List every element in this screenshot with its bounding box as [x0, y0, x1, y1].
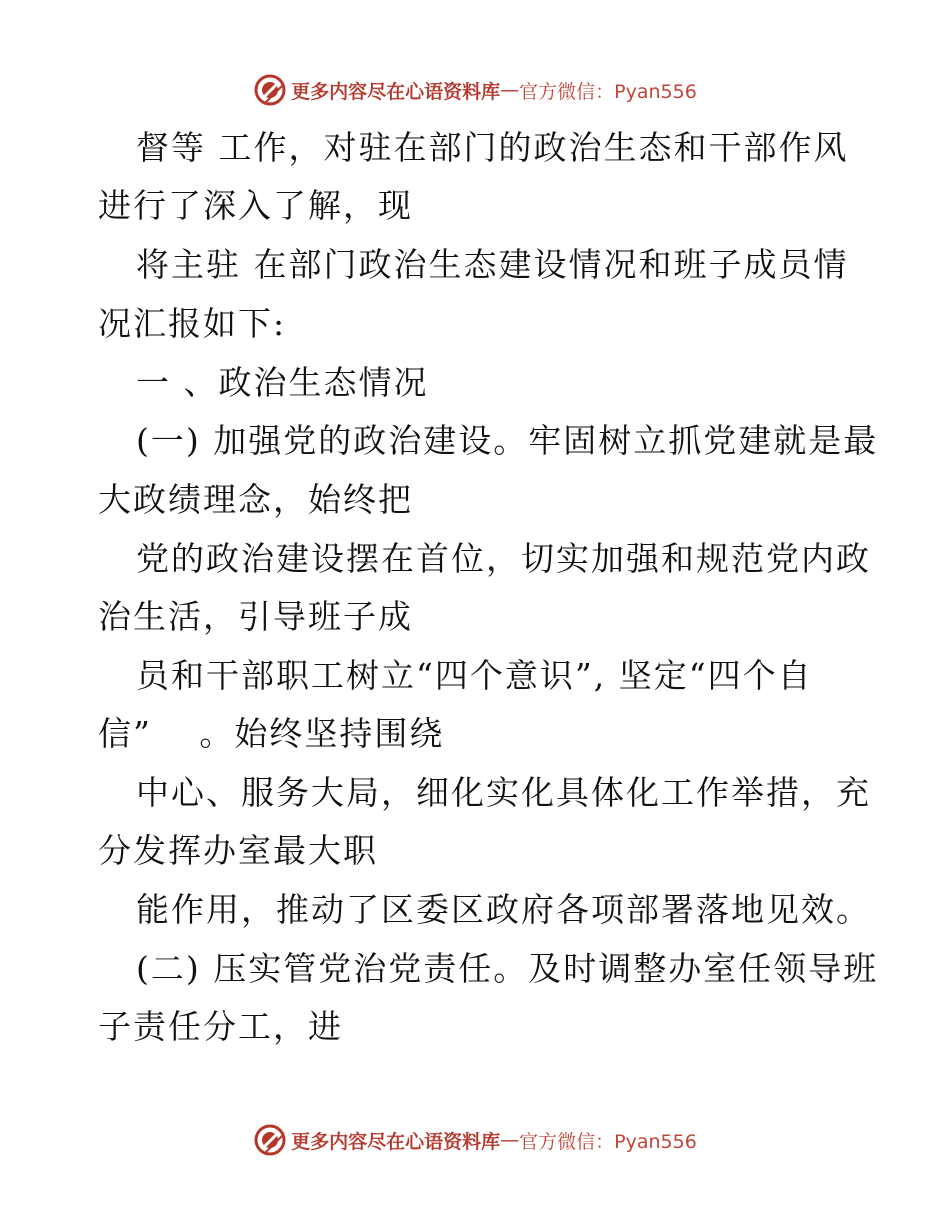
text-line: (一) 加强党的政治建设。牢固树立抓党建就是最 [136, 421, 879, 460]
banner-separator: — [500, 1129, 520, 1151]
banner-separator: — [500, 79, 520, 101]
text-line: 党的政治建设摆在首位，切实加强和规范党内政 [136, 539, 871, 578]
brand-logo-icon [253, 73, 287, 107]
text-line: 大政绩理念，始终把 [98, 480, 413, 519]
banner-wechat: 官方微信：Pyan556 [519, 1130, 697, 1153]
text-line: 员和干部职工树立“四个意识”, 坚定“四个自 [136, 656, 813, 695]
banner-text: 更多内容尽在心语资料库 [291, 80, 501, 103]
text-line: 信” 。始终坚持围绕 [98, 714, 445, 753]
footer-banner [0, 1120, 950, 1160]
section-heading: 一 、政治生态情况 [136, 363, 429, 402]
text-line: 将主驻 在部门政治生态建设情况和班子成员情 [136, 245, 849, 284]
text-line: 治生活，引导班子成 [98, 597, 413, 636]
header-banner [0, 70, 950, 110]
text-line: 况汇报如下: [98, 304, 287, 343]
text-line: (二) 压实管党治党责任。及时调整办室任领导班 [136, 949, 879, 988]
text-line: 分发挥办室最大职 [98, 831, 378, 870]
text-line: 子责任分工，进 [98, 1007, 343, 1046]
text-line: 中心、服务大局，细化实化具体化工作举措，充 [136, 773, 871, 812]
brand-logo-icon [253, 1123, 287, 1157]
banner-text: 更多内容尽在心语资料库 [291, 1130, 501, 1153]
text-line: 进行了深入了解，现 [98, 186, 413, 225]
text-line: 督等 工作，对驻在部门的政治生态和干部作风 [136, 128, 849, 167]
text-line: 能作用，推动了区委区政府各项部署落地见效。 [136, 890, 871, 929]
banner-wechat: 官方微信：Pyan556 [519, 80, 697, 103]
